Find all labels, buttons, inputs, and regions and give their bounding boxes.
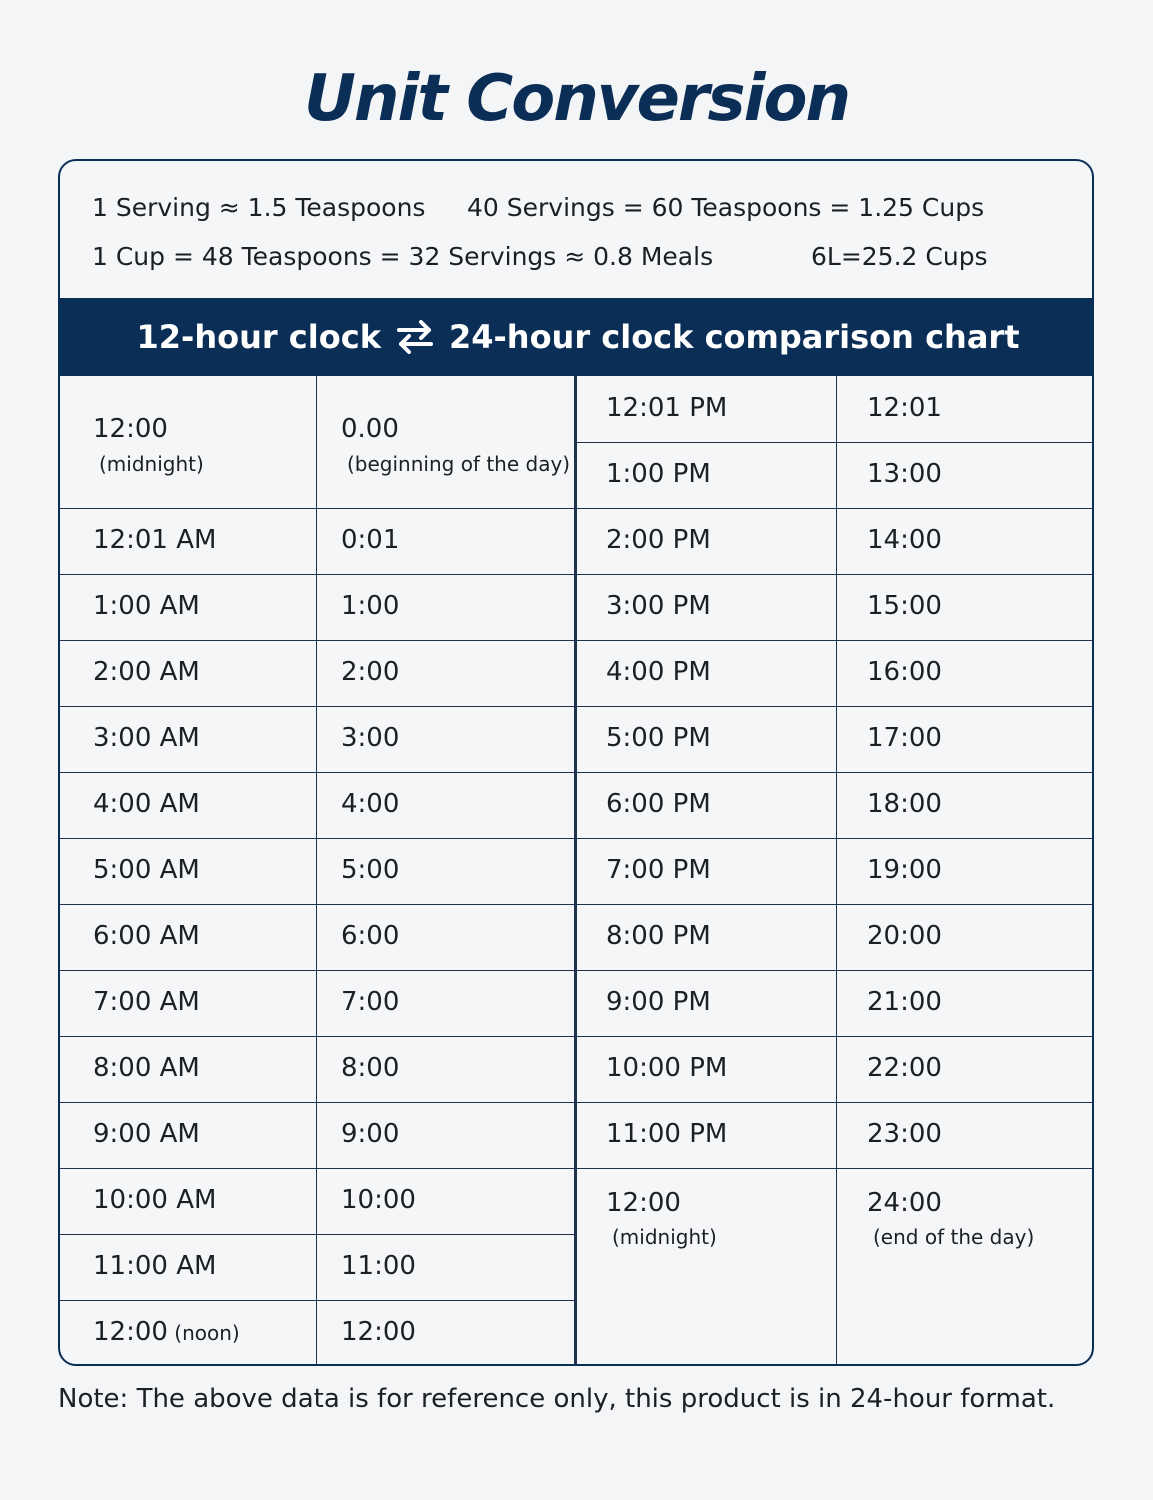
right-12h-value: 5:00 PM bbox=[606, 723, 711, 753]
row-divider bbox=[575, 574, 1094, 575]
left-24h-note: (beginning of the day) bbox=[347, 452, 571, 476]
row-divider bbox=[60, 1102, 575, 1103]
clock-chart-banner bbox=[60, 298, 1094, 376]
right-12h-value: 2:00 PM bbox=[606, 525, 711, 555]
right-12h-value: 11:00 PM bbox=[606, 1119, 728, 1149]
left-12h-note: (noon) bbox=[167, 1321, 240, 1345]
right-24h-value: 13:00 bbox=[867, 459, 942, 489]
right-24h-value: 19:00 bbox=[867, 855, 942, 885]
left-24h-value: 3:00 bbox=[341, 723, 400, 753]
left-12h-text: 11:00 AM bbox=[93, 1251, 217, 1281]
left-12h-text: 6:00 AM bbox=[93, 921, 200, 951]
right-24h-value: 23:00 bbox=[867, 1119, 942, 1149]
right-12h-value: 9:00 PM bbox=[606, 987, 711, 1017]
row-divider bbox=[60, 574, 575, 575]
left-12h-value bbox=[93, 591, 200, 621]
left-12h-value bbox=[93, 657, 200, 687]
left-12h-text: 8:00 AM bbox=[93, 1053, 200, 1083]
right-24h-value: 15:00 bbox=[867, 591, 942, 621]
row-divider bbox=[575, 838, 1094, 839]
row-divider bbox=[575, 970, 1094, 971]
left-24h-value: 0.00 bbox=[341, 414, 399, 444]
right-24h-value: 24:00 bbox=[867, 1188, 942, 1218]
left-12h-value bbox=[93, 1053, 200, 1083]
left-12h-note: (midnight) bbox=[99, 452, 204, 476]
right-24h-value: 14:00 bbox=[867, 525, 942, 555]
left-12h-text: 12:00 bbox=[93, 1317, 168, 1347]
row-divider bbox=[575, 508, 1094, 509]
left-12h-text: 7:00 AM bbox=[93, 987, 200, 1017]
left-12h-value bbox=[93, 723, 200, 753]
right-24h-value: 12:01 bbox=[867, 393, 942, 423]
row-divider bbox=[60, 706, 575, 707]
left-24h-value: 8:00 bbox=[341, 1053, 400, 1083]
right-12h-value: 1:00 PM bbox=[606, 459, 711, 489]
row-divider bbox=[60, 772, 575, 773]
row-divider bbox=[60, 904, 575, 905]
right-24h-value: 16:00 bbox=[867, 657, 942, 687]
column-divider bbox=[316, 376, 317, 1366]
row-divider bbox=[60, 508, 575, 509]
row-divider bbox=[60, 1168, 575, 1169]
left-12h-text: 4:00 AM bbox=[93, 789, 200, 819]
left-12h-text: 5:00 AM bbox=[93, 855, 200, 885]
left-24h-value: 1:00 bbox=[341, 591, 400, 621]
left-12h-value bbox=[93, 921, 200, 951]
left-24h-value: 4:00 bbox=[341, 789, 400, 819]
left-24h-value: 2:00 bbox=[341, 657, 400, 687]
page-title: Unit Conversion bbox=[303, 62, 850, 136]
left-12h-value bbox=[93, 1317, 240, 1347]
left-12h-value bbox=[93, 1251, 216, 1281]
right-12h-value: 12:00 bbox=[606, 1188, 681, 1218]
row-divider bbox=[575, 772, 1094, 773]
row-divider bbox=[575, 706, 1094, 707]
conversion-serving-teaspoons: 1 Serving ≈ 1.5 Teaspoons bbox=[92, 193, 426, 222]
left-12h-text: 10:00 AM bbox=[93, 1185, 217, 1215]
left-12h-text: 3:00 AM bbox=[93, 723, 200, 753]
row-divider bbox=[575, 640, 1094, 641]
column-divider bbox=[836, 376, 837, 1366]
row-divider bbox=[60, 1300, 575, 1301]
right-24h-value: 22:00 bbox=[867, 1053, 942, 1083]
right-12h-value: 3:00 PM bbox=[606, 591, 711, 621]
right-12h-value: 6:00 PM bbox=[606, 789, 711, 819]
left-12h-value bbox=[93, 855, 200, 885]
left-12h-text: 12:01 AM bbox=[93, 525, 217, 555]
right-24h-value: 17:00 bbox=[867, 723, 942, 753]
left-12h-value bbox=[93, 1185, 216, 1215]
right-12h-value: 8:00 PM bbox=[606, 921, 711, 951]
left-24h-value: 11:00 bbox=[341, 1251, 416, 1281]
left-12h-value bbox=[93, 987, 200, 1017]
conversion-liters-cups: 6L=25.2 Cups bbox=[811, 242, 988, 271]
left-24h-value: 6:00 bbox=[341, 921, 400, 951]
left-24h-value: 10:00 bbox=[341, 1185, 416, 1215]
left-24h-value: 9:00 bbox=[341, 1119, 400, 1149]
left-12h-text: 2:00 AM bbox=[93, 657, 200, 687]
right-24h-value: 18:00 bbox=[867, 789, 942, 819]
row-divider bbox=[575, 442, 1094, 443]
right-12h-value: 4:00 PM bbox=[606, 657, 711, 687]
footer-note: Note: The above data is for reference only, this product is in 24-hour format. bbox=[58, 1384, 1056, 1414]
clock-comparison-table bbox=[60, 376, 1094, 1366]
row-divider bbox=[60, 970, 575, 971]
left-24h-value: 12:00 bbox=[341, 1317, 416, 1347]
right-12h-value: 12:01 PM bbox=[606, 393, 728, 423]
banner-left-text: 12-hour clock bbox=[136, 318, 381, 356]
row-divider bbox=[60, 1036, 575, 1037]
swap-arrows-icon bbox=[395, 317, 435, 357]
row-divider bbox=[60, 838, 575, 839]
left-12h-text: 1:00 AM bbox=[93, 591, 200, 621]
right-24h-value: 21:00 bbox=[867, 987, 942, 1017]
left-24h-value: 0:01 bbox=[341, 525, 400, 555]
row-divider bbox=[575, 1036, 1094, 1037]
row-divider bbox=[575, 1102, 1094, 1103]
left-12h-text: 9:00 AM bbox=[93, 1119, 200, 1149]
row-divider bbox=[575, 904, 1094, 905]
row-divider bbox=[60, 1234, 575, 1235]
left-24h-value: 7:00 bbox=[341, 987, 400, 1017]
left-12h-value: 12:00 bbox=[93, 414, 168, 444]
column-divider-center bbox=[574, 376, 577, 1366]
right-12h-note: (midnight) bbox=[612, 1225, 717, 1249]
left-12h-value bbox=[93, 1119, 200, 1149]
conversion-servings-cups: 40 Servings = 60 Teaspoons = 1.25 Cups bbox=[467, 193, 985, 222]
row-divider bbox=[575, 1168, 1094, 1169]
right-24h-value: 20:00 bbox=[867, 921, 942, 951]
left-12h-value bbox=[93, 789, 200, 819]
banner-right-text: 24-hour clock comparison chart bbox=[448, 318, 1020, 356]
left-24h-value: 5:00 bbox=[341, 855, 400, 885]
row-divider bbox=[60, 640, 575, 641]
right-24h-note: (end of the day) bbox=[873, 1225, 1035, 1249]
right-12h-value: 10:00 PM bbox=[606, 1053, 728, 1083]
left-12h-value bbox=[93, 525, 216, 555]
conversion-cup-meals: 1 Cup = 48 Teaspoons = 32 Servings ≈ 0.8 Meals bbox=[92, 242, 714, 271]
conversion-card bbox=[58, 159, 1094, 1366]
right-12h-value: 7:00 PM bbox=[606, 855, 711, 885]
